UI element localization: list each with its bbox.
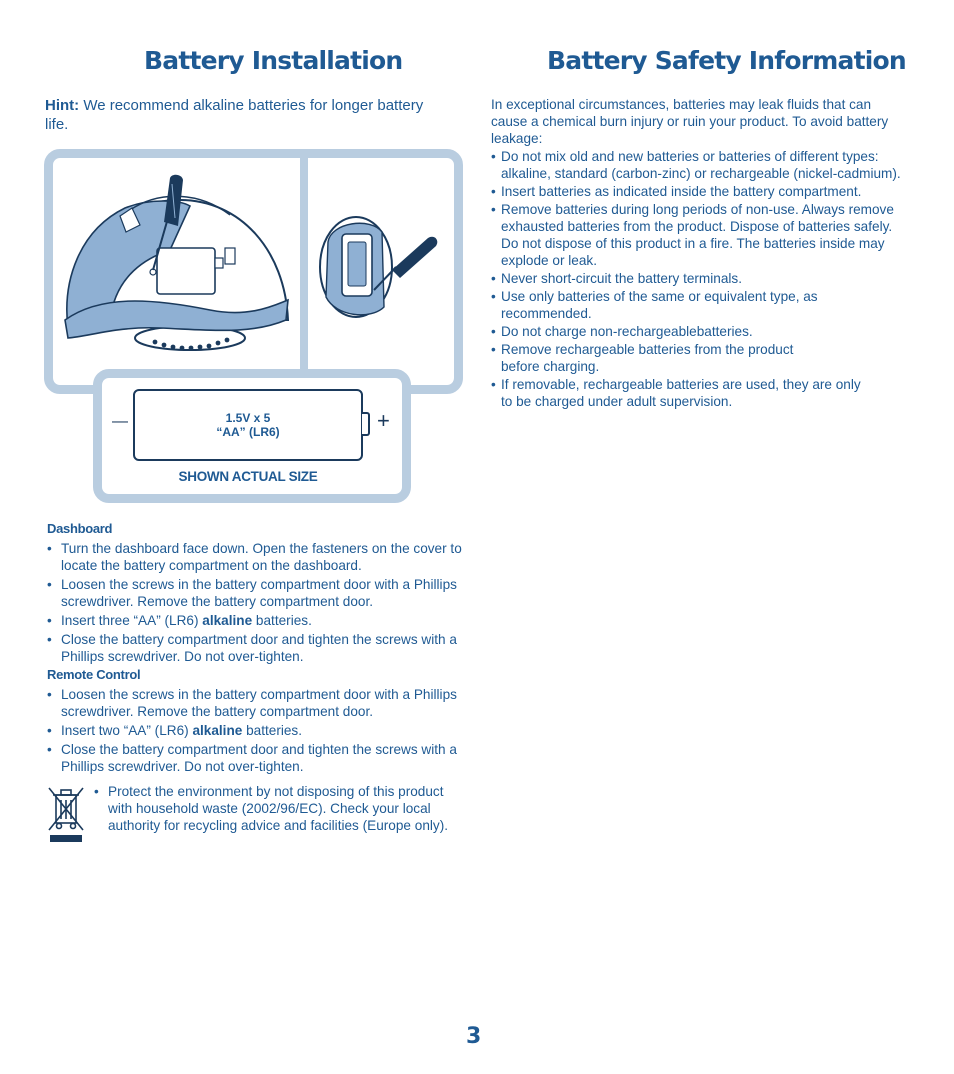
list-item: • Loosen the screws in the battery compartment door with a Phillips screwdriver. Remove the battery compartment door. [47, 576, 462, 610]
safety-intro: In exceptional circumstances, batteries may leak fluids that can cause a chemical burn injury or ruin your product. To avoid battery leakage: [491, 97, 889, 146]
battery-plus-sign: + [377, 408, 390, 433]
battery-terminal [362, 412, 370, 436]
dashboard-steps [47, 540, 462, 667]
list-item: • Turn the dashboard face down. Open the fasteners on the cover to locate the battery compartment on the dashboard. [47, 540, 462, 574]
list-item: • Do not mix old and new batteries or batteries of different types: alkaline, standard (carbon-zinc) or rechargeable (nickel-cadmium). [491, 148, 911, 182]
list-item: • Do not charge non-rechargeablebatteries. [491, 323, 911, 340]
list-item: • Protect the environment by not disposing of this product with household waste (2002/96/EC). Check your local authority for recycling advice and facilities (Europe only). [94, 783, 454, 834]
list-item: • Insert batteries as indicated inside the battery compartment. [491, 183, 911, 200]
list-item: • Insert three “AA” (LR6) alkaline batteries. [47, 612, 462, 629]
battery-safety-title: Battery Safety Information [547, 46, 906, 75]
battery-voltage: 1.5V x 5 [225, 411, 271, 425]
crossed-out-bin-icon [46, 785, 86, 843]
illustration-divider [300, 155, 308, 370]
list-item: • Loosen the screws in the battery compartment door with a Phillips screwdriver. Remove the battery compartment door. [47, 686, 462, 720]
list-item: • Close the battery compartment door and tighten the screws with a Phillips screwdriver. Do not over-tighten. [47, 631, 462, 665]
hint-text: We recommend alkaline batteries for longer battery life. [45, 97, 424, 133]
page-number: 3 [466, 1024, 482, 1049]
battery-caption: SHOWN ACTUAL SIZE [178, 469, 318, 484]
battery-body [133, 389, 363, 461]
safety-list [491, 148, 911, 411]
remote-control-illustration [316, 212, 446, 322]
battery-minus-sign: — [112, 413, 128, 430]
battery-type: “AA” (LR6) [216, 425, 280, 439]
battery-installation-title: Battery Installation [144, 46, 403, 75]
hint-label: Hint: [45, 97, 80, 114]
remote-steps [47, 686, 462, 777]
list-item: • Remove rechargeable batteries from the product before charging. [491, 341, 911, 375]
list-item: • Close the battery compartment door and tighten the screws with a Phillips screwdriver. Do not over-tighten. [47, 741, 462, 775]
list-item: • Never short-circuit the battery terminals. [491, 270, 911, 287]
remote-heading: Remote Control [47, 667, 141, 682]
dashboard-illustration [60, 170, 300, 360]
list-item: • Insert two “AA” (LR6) alkaline batteries. [47, 722, 462, 739]
dashboard-heading: Dashboard [47, 521, 113, 536]
list-item: • If removable, rechargeable batteries are used, they are only to be charged under adult supervision. [491, 376, 911, 410]
list-item: • Use only batteries of the same or equivalent type, as recommended. [491, 288, 911, 322]
weee-notice [94, 783, 454, 836]
battery-spec [135, 411, 361, 439]
hint-paragraph [45, 96, 445, 134]
list-item: • Remove batteries during long periods of non-use. Always remove exhausted batteries from the product. Dispose of batteries safely. Do not dispose of this product in a fire. The batteries inside may explode or leak. [491, 201, 911, 269]
